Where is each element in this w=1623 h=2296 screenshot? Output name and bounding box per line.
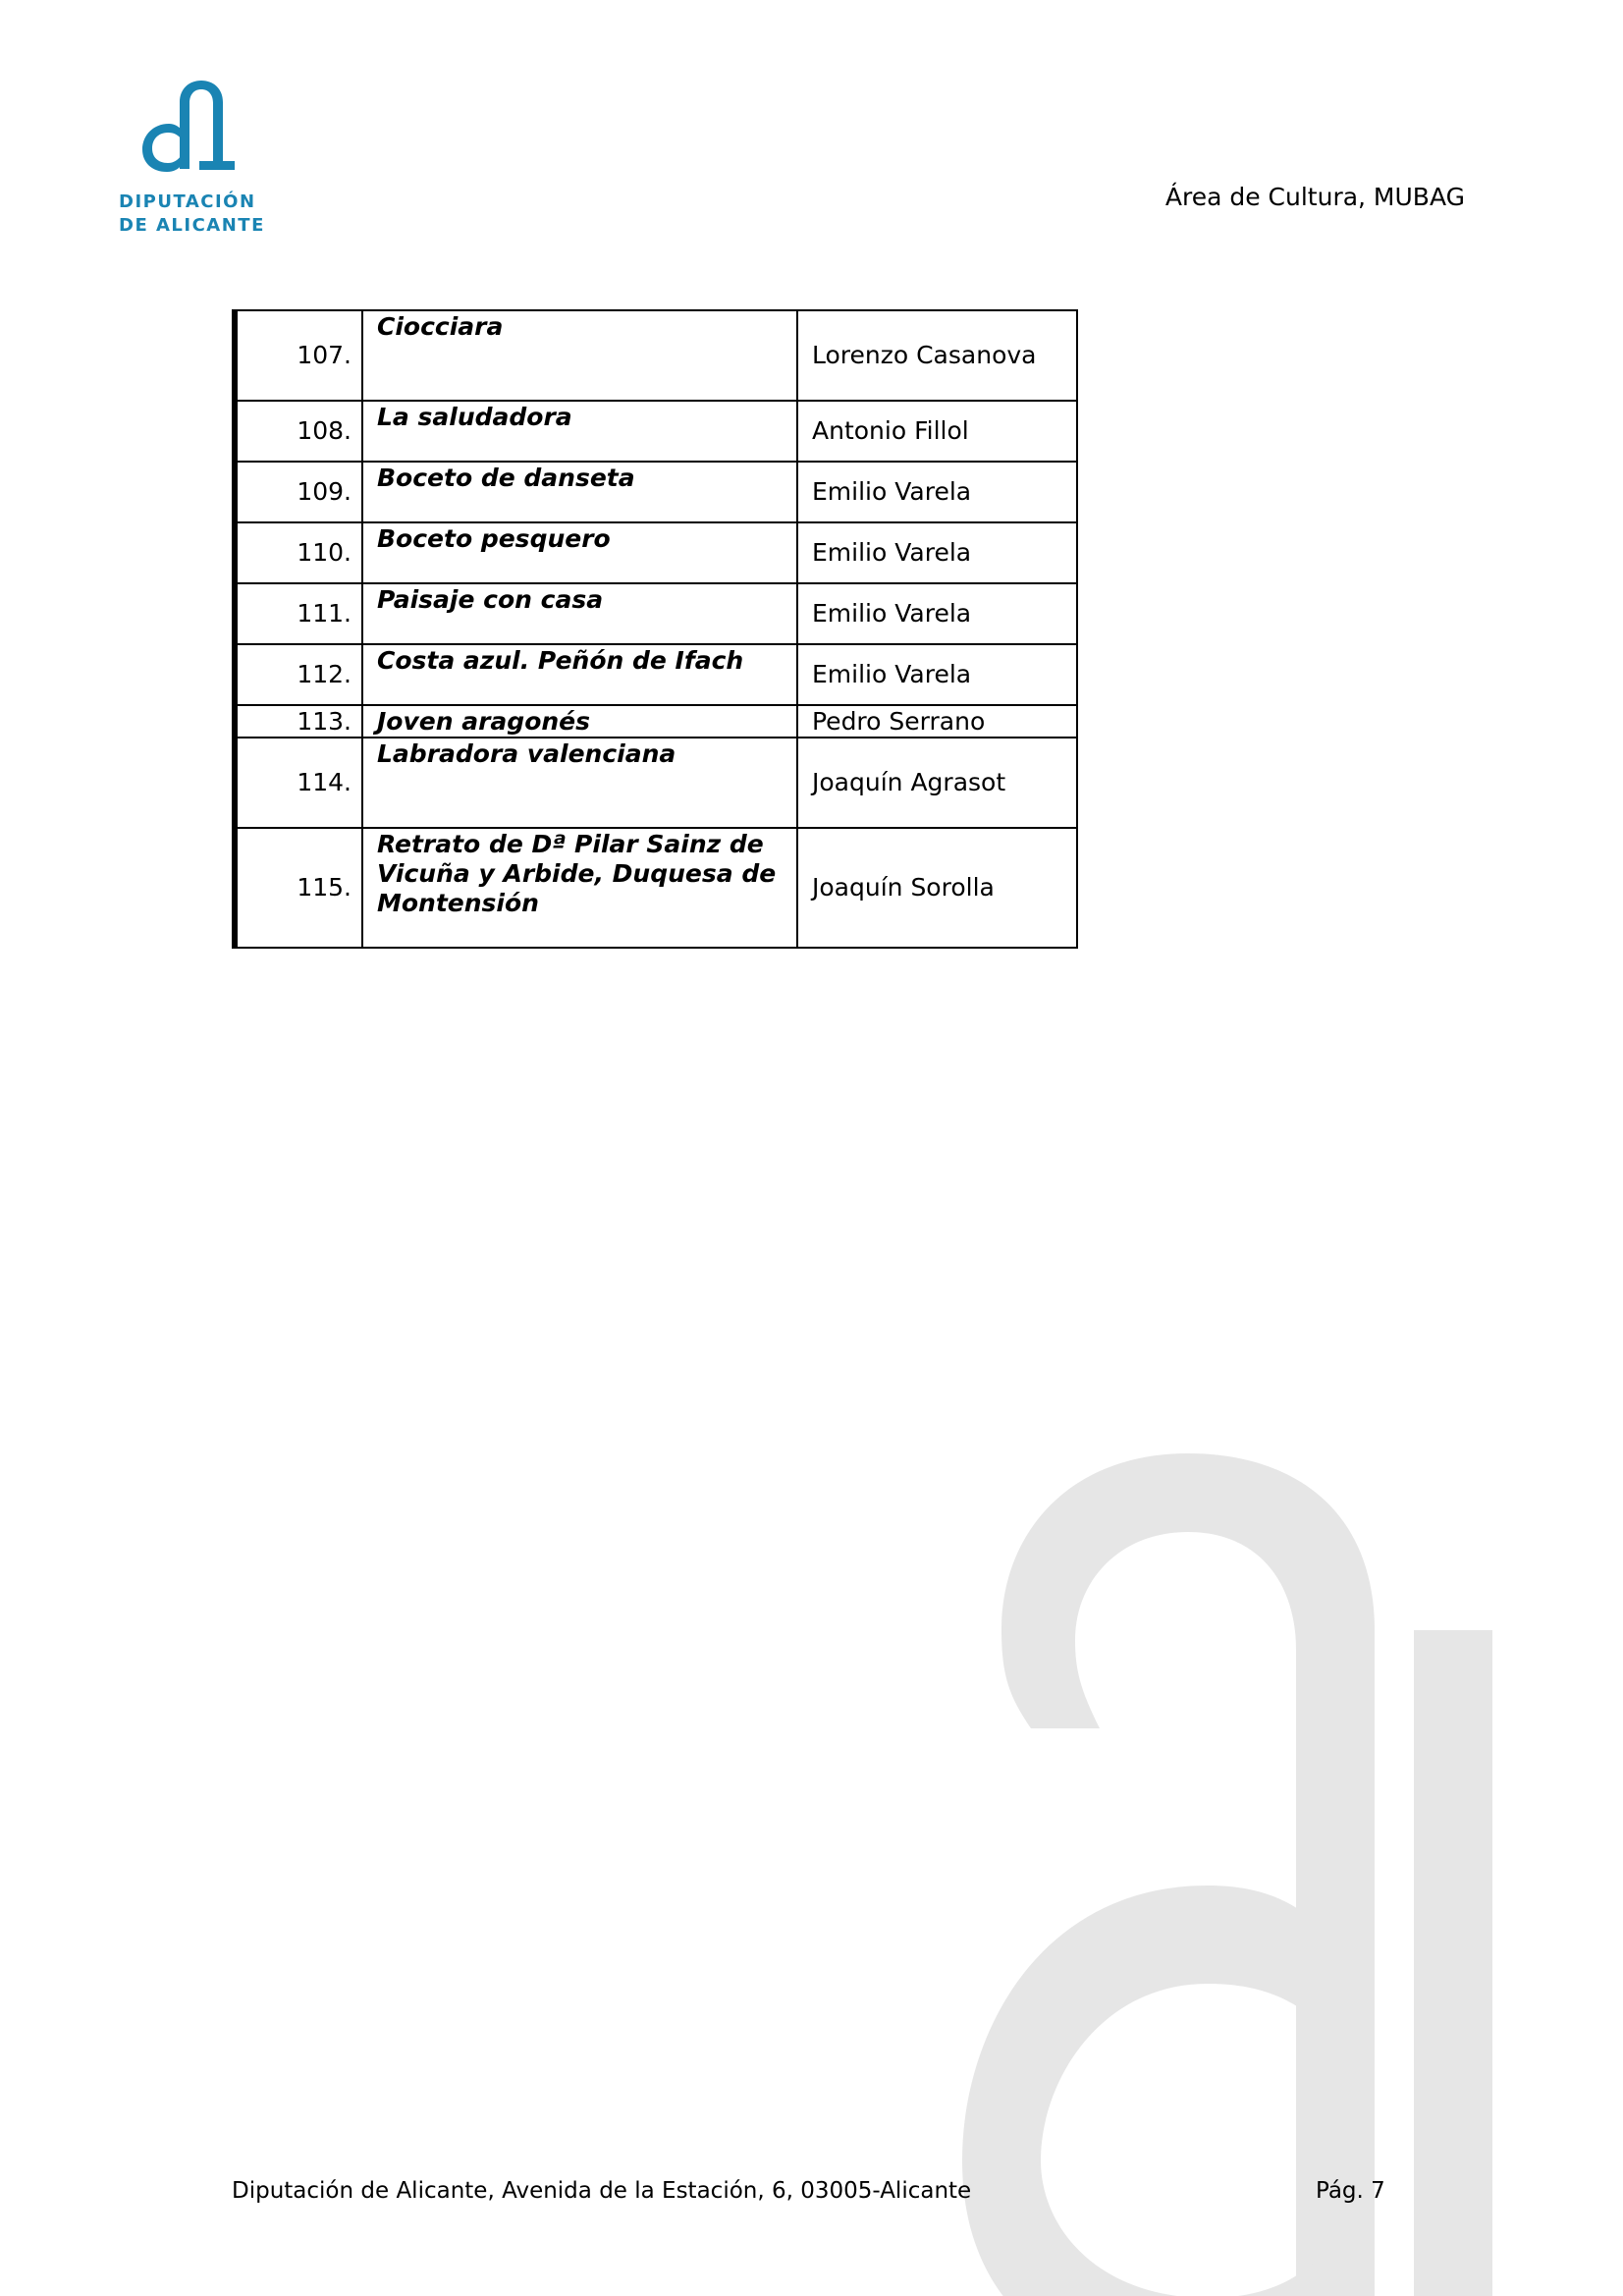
table-row bbox=[235, 705, 1077, 738]
work-title: Retrato de Dª Pilar Sainz de Vicuña y Arbide, Duquesa de Montensión bbox=[362, 828, 797, 948]
work-title: Ciocciara bbox=[362, 310, 797, 401]
work-author: Emilio Varela bbox=[797, 644, 1077, 705]
footer-address: Diputación de Alicante, Avenida de la Estación, 6, 03005-Alicante bbox=[232, 2178, 972, 2204]
row-number: 109. bbox=[235, 462, 362, 522]
table-row bbox=[235, 401, 1077, 462]
table-row bbox=[235, 644, 1077, 705]
diputacion-logo bbox=[116, 77, 263, 244]
table-row bbox=[235, 522, 1077, 583]
row-number: 112. bbox=[235, 644, 362, 705]
work-title: Labradora valenciana bbox=[362, 738, 797, 828]
work-title: Boceto de danseta bbox=[362, 462, 797, 522]
works-table-body bbox=[235, 310, 1077, 948]
row-number: 113. bbox=[235, 705, 362, 738]
work-author: Emilio Varela bbox=[797, 462, 1077, 522]
logo-line-2: DE ALICANTE bbox=[119, 215, 265, 236]
logo-text bbox=[119, 191, 265, 238]
row-number: 107. bbox=[235, 310, 362, 401]
watermark-logo bbox=[943, 1394, 1623, 2296]
work-title: Costa azul. Peñón de Ifach bbox=[362, 644, 797, 705]
logo-line-1: DIPUTACIÓN bbox=[119, 191, 256, 212]
work-author: Emilio Varela bbox=[797, 583, 1077, 644]
work-title: Joven aragonés bbox=[362, 705, 797, 738]
table-row bbox=[235, 828, 1077, 948]
works-table bbox=[232, 309, 1078, 949]
work-author: Emilio Varela bbox=[797, 522, 1077, 583]
logo-a-icon bbox=[140, 77, 239, 175]
work-author: Joaquín Sorolla bbox=[797, 828, 1077, 948]
work-title: La saludadora bbox=[362, 401, 797, 462]
page-number: Pág. 7 bbox=[1316, 2178, 1385, 2204]
row-number: 115. bbox=[235, 828, 362, 948]
work-author: Antonio Fillol bbox=[797, 401, 1077, 462]
table-row bbox=[235, 462, 1077, 522]
row-number: 114. bbox=[235, 738, 362, 828]
work-author: Lorenzo Casanova bbox=[797, 310, 1077, 401]
table-row bbox=[235, 583, 1077, 644]
table-row bbox=[235, 310, 1077, 401]
work-title: Paisaje con casa bbox=[362, 583, 797, 644]
work-author: Joaquín Agrasot bbox=[797, 738, 1077, 828]
row-number: 111. bbox=[235, 583, 362, 644]
table-row bbox=[235, 738, 1077, 828]
row-number: 108. bbox=[235, 401, 362, 462]
work-title: Boceto pesquero bbox=[362, 522, 797, 583]
department-header: Área de Cultura, MUBAG bbox=[1164, 183, 1465, 211]
work-author: Pedro Serrano bbox=[797, 705, 1077, 738]
row-number: 110. bbox=[235, 522, 362, 583]
